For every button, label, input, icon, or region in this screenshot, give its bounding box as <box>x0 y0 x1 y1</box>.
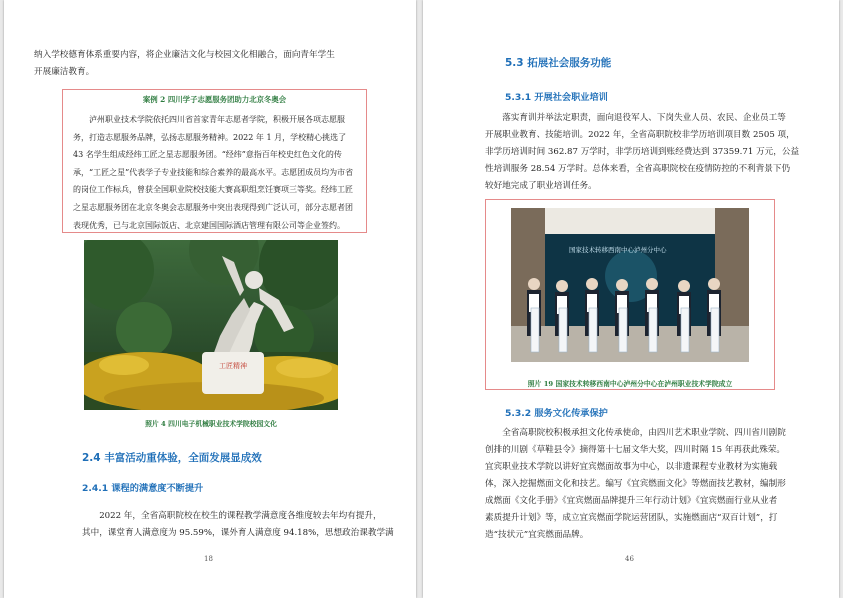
training-paragraph <box>485 110 803 195</box>
culture-line: 素质提升计划》等，成立宜宾燃面学院运营团队，实施燃面店“双百计划”，打 <box>485 513 778 523</box>
culture-line: 创排的川剧《草鞋县令》摘得第十七届文华大奖，四川时隔 15 年再获此殊荣。 <box>485 445 785 455</box>
screen-text: 国家技术转移西南中心泸州分中心 <box>569 246 667 254</box>
case-study-title: 案例 2 四川学子志愿服务团助力北京冬奥会 <box>142 95 287 104</box>
figure-box <box>485 199 775 390</box>
subsection-heading: 5.3.1 开展社会职业培训 <box>505 92 608 103</box>
case-study-box <box>62 89 367 233</box>
intro-line: 纳入学校德育体系重要内容，将企业廉洁文化与校园文化相融合，面向青年学生 <box>34 50 335 60</box>
bottom-paragraph <box>82 508 402 542</box>
right-page <box>423 0 839 598</box>
training-line: 性培训服务 28.54 万学时。总体来看，全省高职院校在疫情防控的不利背景下仍 <box>485 164 791 174</box>
page-number: 18 <box>204 555 213 563</box>
culture-line: 造“技状元”宜宾燃面品牌。 <box>485 530 589 540</box>
culture-line: 宜宾职业技术学院以讲好宜宾燃面故事为中心，以非遗课程专业教材为实施载 <box>485 462 778 472</box>
intro-paragraph <box>34 47 384 81</box>
intro-line: 开展廉洁教育。 <box>34 67 95 77</box>
training-line: 非学历培训时间 362.87 万学时，非学历培训到账经费达到 37359.71 万元，公益 <box>485 147 800 157</box>
section-heading: 5.3 拓展社会服务功能 <box>505 57 612 69</box>
statue-inscription: 工匠精神 <box>219 362 247 370</box>
figure-caption: 照片 19 国家技术转移西南中心泸州分中心在泸州职业技术学院成立 <box>527 380 733 388</box>
training-line: 开展职业教育、技能培训。2022 年，全省高职院校非学历培训项目数 2505 项， <box>485 130 795 140</box>
culture-line: 成燃面《文化手册》《宜宾燃面品牌提升三年行动计划》《宜宾燃面行业从业者 <box>485 496 778 506</box>
left-page <box>4 0 416 598</box>
case-study-body: 泸州职业技术学院依托四川省首家青年志愿者学院，积极开展各项志愿服务，打造志愿服务品牌，弘扬志愿服务精神。2022 年 1 月，学校精心挑选了 43 名学生组成经纬工匠之星志愿服务团。“经纬”意指百年校史红色文化的传承，“工匠之星”代表学子专业技能和综合素养的最高水平。志愿团成员均为市省的岗位工作标兵，曾获全国职业院校技能大赛高职组烹饪赛项三等奖。经纬工匠之星志愿服务团在北京冬奥会志愿服务中突出表现得到广泛认可，部分志愿者团表现优秀，已与北京国际饭店、北京建国国际酒店管理有限公司等企业签约。 <box>73 115 354 230</box>
culture-paragraph <box>485 425 807 544</box>
campus-statue-photo <box>84 240 338 410</box>
section-heading: 2.4 丰富活动重体验，全面发展显成效 <box>82 452 262 464</box>
photo-caption: 照片 4 四川电子机械职业技术学院校园文化 <box>145 420 277 428</box>
bottom-line: 其中，课堂育人满意度为 95.59%，课外育人满意度 94.18%，思想政治课教学满 <box>82 528 394 538</box>
culture-line: 体，深入挖掘燃面文化和技艺。编写《宜宾燃面文化》等燃面技艺教材，编制形 <box>485 479 786 489</box>
training-line: 较好地完成了职业培训任务。 <box>485 181 597 191</box>
ceremony-photo <box>511 208 749 362</box>
subsection-heading: 2.4.1 课程的满意度不断提升 <box>82 483 204 494</box>
page-number: 46 <box>625 555 634 563</box>
subsection-heading: 5.3.2 服务文化传承保护 <box>505 408 608 419</box>
training-line: 落实育训并举法定职责，面向退役军人、下岗失业人员、农民、企业员工等 <box>502 113 786 123</box>
bottom-line: 2022 年，全省高职院校在校生的课程教学满意度各维度较去年均有提升， <box>99 511 382 521</box>
culture-line: 全省高职院校积极承担文化传承使命，由四川艺术职业学院、四川省川剧院 <box>502 428 786 438</box>
